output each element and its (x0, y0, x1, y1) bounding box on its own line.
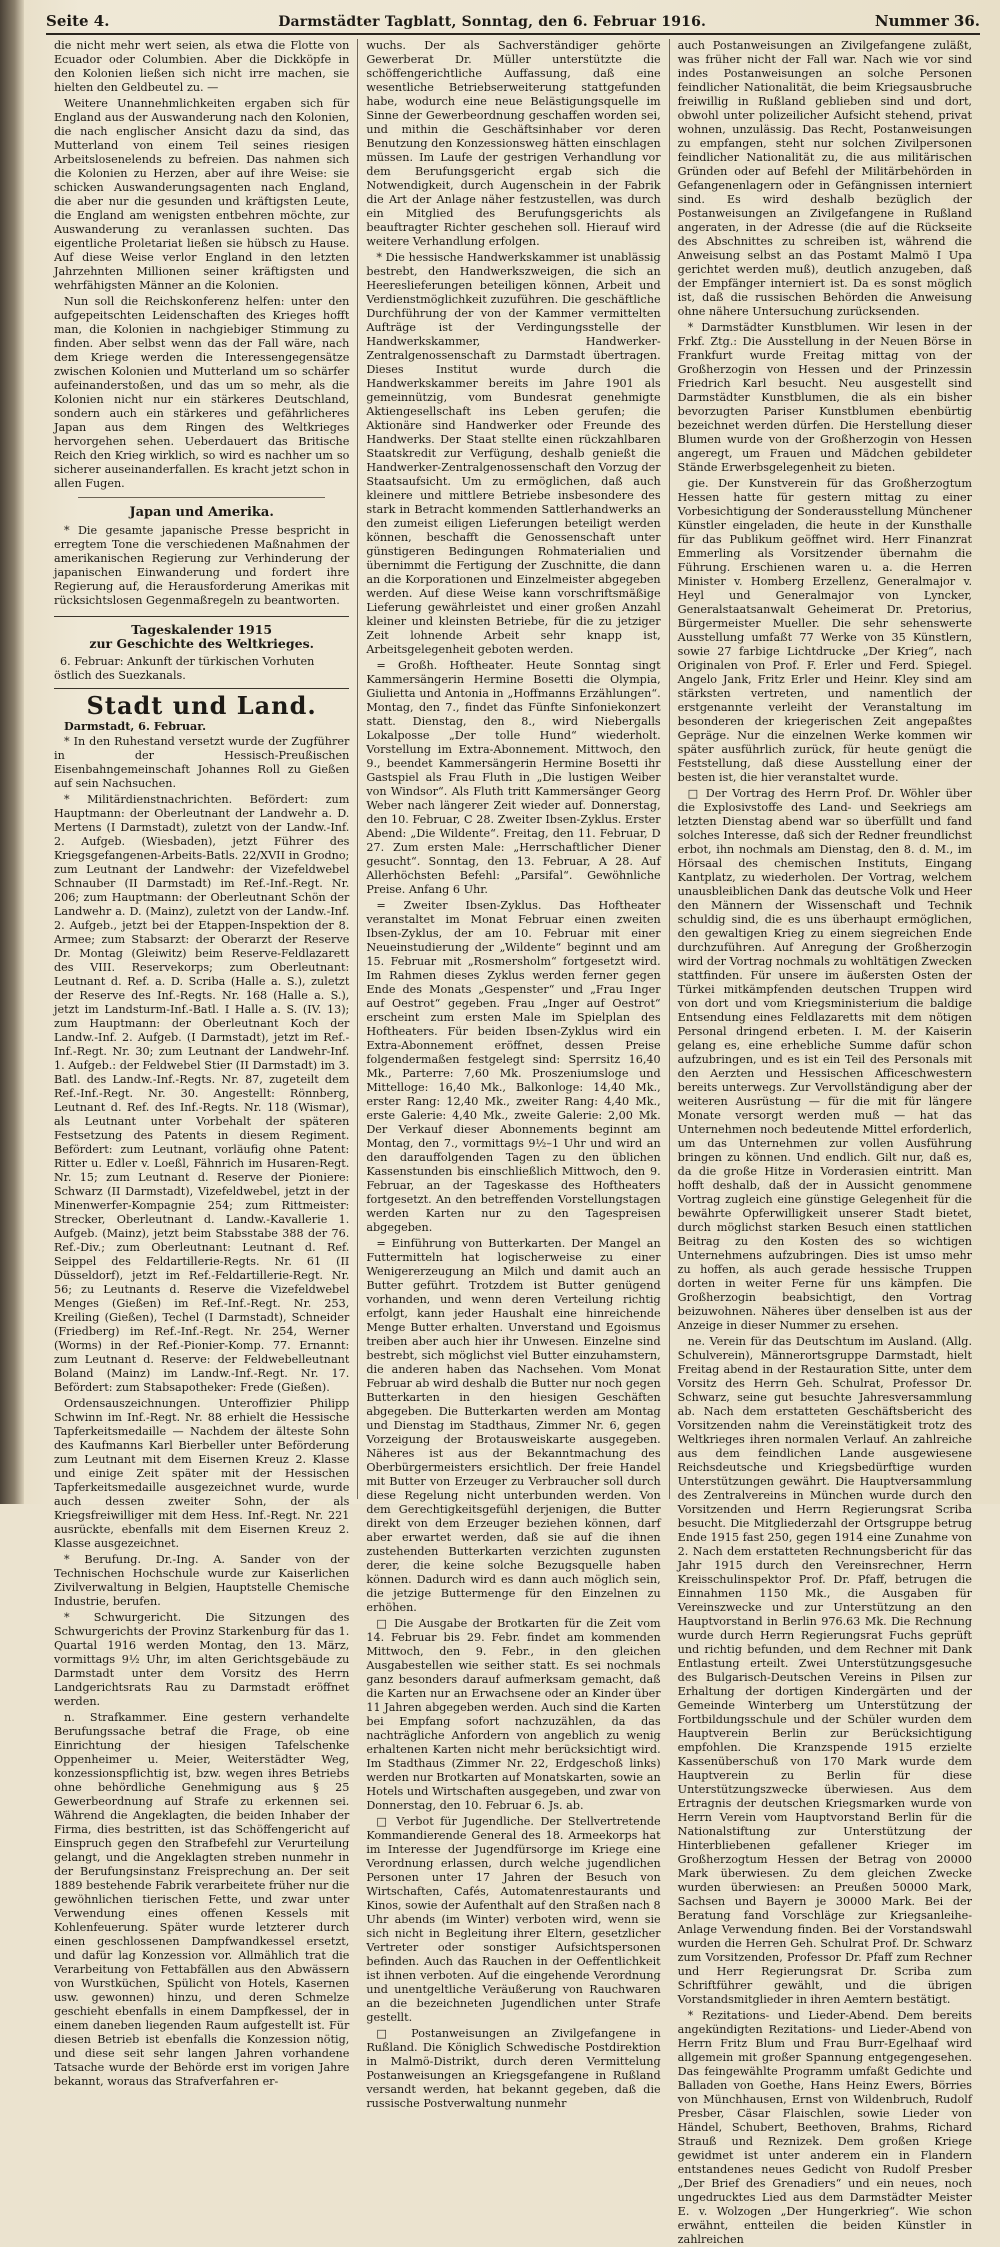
article-text: Nun soll die Reichskonferenz helfen: unter den aufgepeitschten Leidenschaften des Krieges hofft man, die Kolonien in nachgiebiger Stimmung zu finden. Aber selbst wenn das der Fall wäre, nach dem Kriege werden die Interessengegensätze zwischen Kolonien und Mutterland um so schärfer aufeinanderstoßen, und das um so mehr, als die Kolonien nicht nur ein stärkeres Deutschland, sondern auch ein stärkeres und gefährlicheres Japan aus dem Ringen des Weltkrieges hervorgehen sehen. Ueberdauert das Britische Reich den Krieg wirklich, so wird es nachher um so sicherer auseinanderfallen. Es kracht jetzt schon in allen Fugen. (54, 295, 350, 490)
column-3 (669, 39, 980, 2246)
page-header (46, 12, 980, 35)
article-text: n. Strafkammer. Eine gestern verhandelte Berufungssache betraf die Frage, ob eine Einrichtung der hiesigen Tafelschenke Oppenheimer u. Meier, Weiterstädter Weg, konzessionspflichtig ist, bzw. wegen ihres Betriebs ohne behördliche Genehmigung aus § 25 Gewerbeordnung auf Strafe zu erkennen sei. Während die Angeklagten, die beiden Inhaber der Firma, dies bestritten, ist das Schöffengericht auf Einspruch gegen den Strafbefehl zur Verurteilung gelangt, und die Angeklagten streben nunmehr in der Berufungsinstanz Freisprechung an. Der seit 1889 bestehende Fabrik verarbeitete früher nur die gewöhnlichen tierischen Fette, und zwar unter Verwendung eines offenen Kessels mit Kohlenfeuerung. Später wurde letzterer durch einen geschlossenen Dampfwandkessel ersetzt, und dafür lag Konzession vor. Allmählich trat die Verarbeitung von Fettabfällen aus den Abwässern von Wurstküchen, Spülicht von Hotels, Kasernen usw. gewonnen) hinzu, und deren Schmelze geschieht ebenfalls in einem Dampfkessel, der in einem daneben liegenden Raum aufgestellt ist. Für diesen Betrieb ist ebenfalls die Konzession nötig, und diese seit sehr langen Jahren vorhandene Tatsache wurde der Behörde erst im vorigen Jahre bekannt, woraus das Strafverfahren er- (54, 1711, 350, 2088)
article-text: Weitere Unannehmlichkeiten ergaben sich für England aus der Auswanderung nach den Kolonien, die nach englischer Ansicht dazu da sind, das Mutterland von einem Teil seines riesigen Arbeitslosenelends zu befreien. Das nahmen sich die Kolonien zu Herzen, aber auf ihre Weise: sie schicken Auswanderungsagenten nach England, die aber nur die gesunden und kräftigsten Leute, die England am wenigsten entbehren möchte, zur Auswanderung zu veranlassen suchten. Das eigentliche Proletariat ließen sie hübsch zu Hause. Auf diese Weise verlor England in den letzten Jahrzehnten Millionen seiner kräftigsten und wehrfähigsten Männer an die Kolonien. (54, 97, 350, 292)
article-text: auch Postanweisungen an Zivilgefangene zuläßt, was früher nicht der Fall war. Nach wie vor sind indes Postanweisungen an solche Personen feindlicher Nationalität, die beim Kriegsausbruche freiwillig in Rußland geblieben sind und dort, obwohl unter polizeilicher Aufsicht stehend, privat wohnen, unzulässig. Das Recht, Postanweisungen zu empfangen, steht nur solchen Zivilpersonen feindlicher Nationalität zu, die aus militärischen Gründen oder auf Befehl der Militärbehörden in Gefangenenlagern oder in Gefängnissen interniert sind. Es wird deshalb bezüglich der Postanweisungen an Zivilgefangene in Rußland angeraten, in der Adresse (die auf die Rückseite des Abschnittes zu schreiben ist, während die Anweisung selbst an das Postamt Malmö I Upa gerichtet werden muß), deutlich anzugeben, daß der Empfänger interniert ist. Da es sonst möglich ist, daß die russischen Behörden die Anweisung ohne nähere Untersuchung zurücksenden. (677, 39, 972, 318)
article-text: = Zweiter Ibsen-Zyklus. Das Hoftheater veranstaltet im Monat Februar einen zweiten Ibsen-Zyklus, der am 10. Februar mit einer Neueinstudierung der „Wildente“ beginnt und am 15. Februar mit „Rosmersholm“ fortgesetzt wird. Im Rahmen dieses Zyklus werden ferner gegen Ende des Monats „Gespenster“ und „Frau Inger auf Oestrot“ gegeben. Frau „Inger auf Oestrot“ erscheint zum ersten Male im Spielplan des Hoftheaters. Für beiden Ibsen-Zyklus wird ein Extra-Abonnement eröffnet, dessen Preise folgendermaßen festgelegt sind: Sperrsitz 16,40 Mk., Parterre: 7,60 Mk. Proszeniumsloge und Mittelloge: 16,40 Mk., Balkonloge: 14,40 Mk., erster Rang: 12,40 Mk., zweiter Rang: 4,40 Mk., erste Galerie: 4,40 Mk., zweite Galerie: 2,00 Mk. Der Verkauf dieser Abonnements beginnt am Montag, den 7., vormittags 9½–1 Uhr und wird an den darauffolgenden Tagen zu den üblichen Kassenstunden bis einschließlich Mittwoch, den 9. Februar, an der Tageskasse des Hoftheaters fortgesetzt. An den betreffenden Vorstellungstagen werden Karten nur zu den Tagespreisen abgegeben. (366, 899, 661, 1234)
article-text: = Einführung von Butterkarten. Der Mangel an Futtermitteln hat logischerweise zu einer Wenigererzeugung an Milch und damit auch an Butter geführt. Trotzdem ist Butter genügend vorhanden, und wenn deren Verteilung richtig erfolgt, kann jeder Haushalt eine hinreichende Menge Butter erhalten. Unverstand und Egoismus treiben aber auch hier ihr Unwesen. Einzelne sind bestrebt, sich möglichst viel Butter einzuhamstern, die anderen haben das Nachsehen. Vom Monat Februar ab wird deshalb die Butter nur noch gegen Butterkarten in den hiesigen Geschäften abgegeben. Die Butterkarten werden am Montag und Dienstag im Stadthaus, Zimmer Nr. 6, gegen Vorzeigung der Brotausweiskarte ausgegeben. Näheres ist aus der Bekanntmachung des Oberbürgermeisters ersichtlich. Der freie Handel mit Butter von Erzeuger zu Verbraucher soll durch diese Regelung nicht unterbunden werden. Von dem Gerechtigkeitsgefühl derjenigen, die Butter direkt von dem Erzeuger beziehen können, darf aber erwartet werden, daß sie auf die ihnen zustehenden Butterkarten verzichten zugunsten derer, die keine solche Bezugsquelle haben können. Dadurch wird es dann auch möglich sein, die jetzige Buttermenge für den Einzelnen zu erhöhen. (366, 1237, 661, 1614)
article-text: * Schwurgericht. Die Sitzungen des Schwurgerichts der Provinz Starkenburg für das 1. Quartal 1916 werden Montag, den 13. März, vormittags 9½ Uhr, im alten Gerichtsgebäude zu Darmstadt unter dem Vorsitz des Herrn Landgerichtsrats Rau zu Darmstadt eröffnet werden. (54, 1611, 350, 1708)
column-2 (357, 39, 668, 2110)
column-1 (46, 39, 357, 2088)
page-binding-shadow (0, 0, 24, 1504)
calendar-subtitle: zur Geschichte des Weltkrieges. (89, 636, 314, 651)
article-text: * Militärdienstnachrichten. Befördert: zum Hauptmann: der Oberleutnant der Landwehr a. D. Mertens (I Darmstadt), zuletzt von der Landw.-Inf. 2. Aufgeb. (Wiesbaden), jetzt Führer des Kriegsgefangenen-Arbeits-Batls. 22/XVII in Grodno; zum Leutnant der Landwehr: der Vizefeldwebel Schnauber (II Darmstadt) im Ref.-Inf.-Regt. Nr. 206; zum Hauptmann: der Oberleutnant Schön der Landwehr a. D. (Mainz), zuletzt von der Landw.-Inf. 2. Aufgeb., jetzt bei der Etappen-Inspektion der 8. Armee; zum Stabsarzt: der Oberarzt der Reserve Dr. Montag (Gleiwitz) beim Reserve-Feldlazarett des VIII. Reservekorps; zum Oberleutnant: Leutnant d. Ref. a. D. Scriba (Halle a. S.), zuletzt der Reserve des Inf.-Regts. Nr. 168 (Halle a. S.), jetzt im Landsturm-Inf.-Batl. I Halle a. S. (IV. 13); zum Hauptmann: der Oberleutnant Koch der Landw.-Inf. 2. Aufgeb. (I Darmstadt), jetzt im Ref.-Inf.-Regt. Nr. 30; zum Leutnant der Landwehr-Inf. 1. Aufgeb.: der Feldwebel Stier (II Darmstadt) im 3. Batl. des Landw.-Inf.-Regts. Nr. 87, zugeteilt dem Ref.-Inf.-Regt. Nr. 30. Angestellt: Rönnberg, Leutnant d. Ref. des Inf.-Regts. Nr. 118 (Wismar), als Leutnant unter Vorbehalt der späteren Festsetzung des Patents in diesem Regiment. Befördert: zum Leutnant, vorläufig ohne Patent: Ritter u. Edler v. Loeßl, Fähnrich im Husaren-Regt. Nr. 15; zum Leutnant d. Reserve der Pioniere: Schwarz (II Darmstadt), Vizefeldwebel, jetzt in der Minenwerfer-Kompagnie 254; zum Rittmeister: Strecker, Oberleutnant d. Landw.-Kavallerie 1. Aufgeb. (Mainz), jetzt beim Stabsstabe 388 der 76. Ref.-Div.; zum Oberleutnant: Leutnant d. Ref. Seippel des Feldartillerie-Regts. Nr. 61 (II Düsseldorf), jetzt im Ref.-Feldartillerie-Regt. Nr. 56; zu Leutnants d. Reserve die Vizefeldwebel Menges (Gießen) im Ref.-Inf.-Regt. Nr. 253, Kreiling (Gießen), Techel (I Darmstadt), Schneider (Friedberg) im Ref.-Inf.-Regt. Nr. 254, Werner (Worms) in der Ref.-Pionier-Komp. 77. Ernannt: zum Leutnant d. Reserve: der Feldwebelleutnant Boland (Mainz) im Landw.-Inf.-Regt. Nr. 17. Befördert: zum Stabsapotheker: Frede (Gießen). (54, 793, 350, 1394)
article-text: * Berufung. Dr.-Ing. A. Sander von der Technischen Hochschule wurde zur Kaiserlichen Zivilverwaltung in Belgien, Hauptstelle Chemische Industrie, berufen. (54, 1553, 350, 1608)
text-columns (46, 39, 980, 2246)
article-text: * In den Ruhestand versetzt wurde der Zugführer in der Hessisch-Preußischen Eisenbahngemeinschaft Johannes Roll zu Gießen auf sein Nachsuchen. (54, 735, 350, 790)
section-heading-stadt-und-land: Stadt und Land. (86, 691, 317, 720)
article-text: ne. Verein für das Deutschtum im Ausland. (Allg. Schulverein), Männerortsgruppe Darmstadt, hielt Freitag abend in der Restauration Sitte, unter dem Vorsitz des Herrn Geh. Schulrat, Professor Dr. Schwarz, seine gut besuchte Jahresversammlung ab. Nach dem erstatteten Geschäftsbericht des Vorsitzenden nahm die Vereinstätigkeit trotz des Weltkrieges ihren normalen Verlauf. An zahlreiche aus dem feindlichen Lande ausgewiesene Reichsdeutsche und Kriegsbedürftige wurden Unterstützungen gewährt. Die Hauptversammlung des Zentralvereins in München wurde durch den Vorsitzenden und Herrn Regierungsrat Scriba besucht. Die Mitgliederzahl der Ortsgruppe betrug Ende 1915 fast 250, gegen 1914 eine Zunahme von 2. Nach dem erstatteten Rechnungsbericht für das Jahr 1915 durch den Vereinsrechner, Herrn Kreisschulinspektor Prof. Dr. Pfaff, betrugen die Einnahmen 1150 Mk., die Ausgaben für Vereinszwecke und zur Unterstützung an den Hauptvorstand in Berlin 976.63 Mk. Die Rechnung wurde durch Herrn Regierungsrat Fuchs geprüft und richtig befunden, und dem Rechner mit Dank Entlastung erteilt. Zwei Unterstützungsgesuche des Bulgarisch-Deutschen Vereins in Pilsen zur Erhaltung der dortigen Kindergärten und der Gemeinde Winterberg um Unterstützung der Fortbildungsschule und der Schüler wurden dem Hauptverein Berlin zur Berücksichtigung empfohlen. Die Kranzspende 1915 erzielte Kassenüberschuß von 170 Mark wurde dem Hauptverein zu Berlin für diese Unterstützungszwecke überwiesen. Aus dem Ertragnis der deutschen Kriegsmarken wurde von Herrn Verein vom Hauptvorstand Berlin für die Nationalstiftung zur Unterstützung der Hinterbliebenen gefallener Krieger im Großherzogtum Hessen der Betrag von 20000 Mark überwiesen. Zu dem gleichen Zwecke wurden überwiesen: an Preußen 50000 Mark, Sachsen und Bayern je 30000 Mark. Bei der Beratung fand Vorschläge zur Kriegsanleihe-Anlage Verwendung finden. Bei der Vorstandswahl wurden die Herren Geh. Schulrat Prof. Dr. Schwarz zum Vorsitzenden, Professor Dr. Pfaff zum Rechner und Herr Regierungsrat Dr. Scriba zum Schriftführer gewählt, und die übrigen Vorstandsmitglieder in ihren Aemtern bestätigt. (677, 1335, 972, 2006)
article-text: * Darmstädter Kunstblumen. Wir lesen in der Frkf. Ztg.: Die Ausstellung in der Neuen Börse in Frankfurt wurde Freitag mittag von der Großherzogin von Hessen und der Prinzessin Friedrich Karl besucht. Neu ausgestellt sind Darmstädter Kunstblumen, die als ein bisher bevorzugten Pariser Kunstblumen ebenbürtig bezeichnet werden dürfen. Die Herstellung dieser Blumen wurde von der Großherzogin von Hessen angeregt, um Frauen und Mädchen gebildeter Stände Erwerbsgelegenheit zu bieten. (677, 321, 972, 474)
article-text: □ Verbot für Jugendliche. Der Stellvertretende Kommandierende General des 18. Armeekorps hat im Interesse der Jugendfürsorge im Kriege eine Verordnung erlassen, durch welche jugendlichen Personen unter 17 Jahren der Besuch von Wirtschaften, Cafés, Automatenrestaurants und Kinos, sowie der Aufenthalt auf den Straßen nach 8 Uhr abends (im Winter) verboten wird, wenn sie sich nicht in Begleitung ihrer Eltern, gesetzlicher Vertreter oder sonstiger Aufsichtspersonen befinden. Auch das Rauchen in der Oeffentlichkeit ist ihnen verboten. Auf die eingehende Verordnung und unentgeltliche Veräußerung von Rauchwaren an die bezeichneten Jugendlichen unter Strafe gestellt. (366, 1815, 661, 2024)
article-text: □ Die Ausgabe der Brotkarten für die Zeit vom 14. Februar bis 29. Febr. findet am kommenden Mittwoch, den 9. Febr., in den gleichen Ausgabestellen wie seither statt. Es sei nochmals ganz besonders darauf aufmerksam gemacht, daß die Karten nur an Erwachsene oder an Kinder über 11 Jahren abgegeben werden. Auch sind die Karten bei Empfang sofort nachzuzählen, da das nachträgliche Anfordern von angeblich zu wenig erhaltenen Karten nicht mehr berücksichtigt wird. Im Stadthaus (Zimmer Nr. 22, Erdgeschoß links) werden nur Brotkarten auf Monatskarten, sowie an Hotels und Wirtschaften ausgegeben, und zwar von Donnerstag, den 10. Februar 6. Js. ab. (366, 1617, 661, 1812)
article-text: Ordensauszeichnungen. Unteroffizier Philipp Schwinn im Inf.-Regt. Nr. 88 erhielt die Hessische Tapferkeitsmedaille — Nachdem der älteste Sohn des Kaufmanns Karl Bierbeller unter Beförderung zum Leutnant mit dem Eisernen Kreuz 2. Klasse und einige Zeit später mit der Hessischen Tapferkeitsmedaille ausgezeichnet wurde, wurde auch dessen zweiter Sohn, der als Kriegsfreiwilliger mit dem Hess. Inf.-Regt. Nr. 221 ausrückte, ebenfalls mit dem Eisernen Kreuz 2. Klasse ausgezeichnet. (54, 1397, 350, 1550)
page-number: Seite 4. (46, 12, 110, 30)
article-text: wuchs. Der als Sachverständiger gehörte Gewerberat Dr. Müller unterstützte die schöffengerichtliche Auffassung, daß eine wesentliche Betriebserweiterung stattgefunden habe, wodurch eine neue Belästigungsquelle im Sinne der Gewerbeordnung geschaffen worden sei, und mithin die Geschäftsinhaber vor deren Benutzung den Konzessionsweg hätten einschlagen müssen. Im Laufe der gestrigen Verhandlung vor dem Berufungsgericht ergab sich die Notwendigkeit, durch Augenschein in der Fabrik die Art der Anlage näher festzustellen, was durch ein Mitglied des Berufungsgerichts als beauftragter Richter geschehen soll. Hierauf wird weitere Verhandlung erfolgen. (366, 39, 661, 248)
section-heading-japan: Japan und Amerika. (129, 505, 274, 520)
article-text: □ Der Vortrag des Herrn Prof. Dr. Wöhler über die Explosivstoffe des Land- und Seekriegs am letzten Dienstag abend war so überfüllt und fand solches Interesse, daß sich der Redner freundlichst erbot, ihn nochmals am Dienstag, den 8. d. M., im Hörsaal des chemischen Instituts, Eingang Kantplatz, zu wiederholen. Der Vortrag, welchem unausbleiblichen Dank das deutsche Volk und Heer den Männern der Wissenschaft und Technik schuldig sind, die es uns überhaupt ermöglichen, den gewaltigen Krieg zu einem siegreichen Ende durchzuführen. Auf Anregung der Großherzogin wird der Vortrag nochmals zu wohltätigen Zwecken stattfinden. Für unsere im äußersten Osten der Türkei mitkämpfenden deutschen Truppen wird von dort und vom Kriegsministerium die baldige Entsendung eines Feldlazaretts mit dem nötigen Personal dringend erbeten. I. M. der Kaiserin gelang es, eine erhebliche Summe dafür schon aufzubringen, und es ist ein Teil des Personals mit den Aerzten und Hessischen Afficeschwestern bereits unterwegs. Zur Vervollständigung aber der weiteren Ausrüstung — für die mit für längere Monate versorgt werden muß — hat das Unternehmen noch bedeutende Mittel erforderlich, um das Unternehmen zur vollen Ausführung bringen zu können. Und endlich. Gilt nur, daß es, da die große Hitze in Vorderasien eintritt. Man hofft deshalb, daß der in Aussicht genommene Vortrag zugleich eine günstige Gelegenheit für die bewährte Opferwilligkeit unserer Stadt bietet, durch möglichst starken Besuch einen stattlichen Beitrag zu den Kosten des so wichtigen Unternehmens aufzubringen. Dies ist umso mehr zu hoffen, als auch gerade hessische Truppen dorten in weiter Ferne für uns kämpfen. Die Großherzogin beabsichtigt, den Vortrag beizuwohnen. Näheres über denselben ist aus der Anzeige in dieser Nummer zu ersehen. (677, 787, 972, 1332)
article-text: * Die hessische Handwerkskammer ist unablässig bestrebt, den Handwerkszweigen, die sich an Heereslieferungen beteiligen können, Arbeit und Verdienstmöglichkeit zuzuführen. Die geschäftliche Durchführung der von der Kammer vermittelten Aufträge ist der Verdingungsstelle der Handwerkskammer, Handwerker-Zentralgenossenschaft zu Darmstadt übertragen. Dieses Institut wurde durch die Handwerkskammer bereits im Jahre 1901 als gemeinnützig, vom Bundesrat genehmigte Aktiengesellschaft ins Leben gerufen; die Aktionäre sind Handwerker oder Freunde des Handwerks. Der Staat stellte einen rückzahlbaren Staatskredit zur Verfügung, deshalb genießt die Handwerker-Zentralgenossenschaft den Vorzug der Staatsaufsicht. Um zu ermöglichen, daß auch kleinere und mittlere Betriebe insbesondere des stark in Betracht kommenden Sattlerhandwerks an den zumeist eiligen Lieferungen beteiligt werden können, beschafft die Genossenschaft unter günstigeren Bedingungen Rohmaterialien und übernimmt die Fertigung der Zuschnitte, die dann an die Korporationen und Einzelmeister abgegeben werden. Auf diese Weise kann vorschriftsmäßige Lieferung gewährleistet und einer großen Anzahl kleiner und kleinsten Betriebe, für die zu jetziger Zeit lohnende Arbeit sehr knapp ist, Arbeitsgelegenheit geboten werden. (366, 251, 661, 656)
calendar-entry: 6. Februar: Ankunft der türkischen Vorhuten östlich des Suezkanals. (54, 655, 315, 682)
article-text: gie. Der Kunstverein für das Großherzogtum Hessen hatte für gestern mittag zu einer Vorbesichtigung der Sonderausstellung Münchener Künstler eingeladen, die heute in der Kunsthalle für das Publikum geöffnet wird. Herr Finanzrat Emmerling als Vorsitzender übernahm die Führung. Erschienen waren u. a. die Herren Minister v. Homberg Erzellenz, Generalmajor v. Heyl und Generalmajor von Lyncker, Generalstaatsanwalt Geheimerat Dr. Pretorius, Bürgermeister Mueller. Die sehr sehenswerte Ausstellung umfaßt 77 Werke von 35 Künstlern, sowie 27 farbige Lichtdrucke „Der Krieg“, nach Originalen von Prof. F. Erler und Ferd. Spiegel. Angelo Jank, Fritz Erler und Heinr. Kley sind am stärksten vertreten, und namentlich der erstgenannte verleiht der Veranstaltung im besonderen der kriegerischen Zeit angepaßtes Gepräge. Nur die einzelnen Werke kommen wir später ausführlich zurück, für heute genügt die Feststellung, daß diese Ausstellung einer der besten ist, die hier veranstaltet wurde. (677, 477, 972, 784)
calendar-title: Tageskalender 1915 (131, 622, 273, 637)
article-text: * Die gesamte japanische Presse bespricht in erregtem Tone die verschiedenen Maßnahmen der amerikanischen Regierung zur Verhinderung der japanischen Einwanderung und fordert ihre Regierung auf, die Herausforderung Amerikas mit rücksichtslosen Gegenmaßregeln zu beantworten. (54, 524, 350, 607)
daily-calendar-box (54, 616, 349, 689)
masthead-title: Darmstädter Tagblatt, Sonntag, den 6. Februar 1916. (278, 14, 707, 30)
article-text: die nicht mehr wert seien, als etwa die Flotte von Ecuador oder Columbien. Aber die Dickköpfe in den Kolonien ließen sich nicht irre machen, sie hielten den Geldbeutel zu. — (54, 39, 350, 94)
dateline: Darmstadt, 6. Februar. (64, 719, 207, 733)
divider (78, 497, 325, 498)
article-text: * Rezitations- und Lieder-Abend. Dem bereits angekündigten Rezitations- und Lieder-Abend von Herrn Fritz Blum und Frau Burr-Egelhaaf wird allgemein mit großer Spannung entgegengesehen. Das feingewählte Programm umfaßt Gedichte und Balladen von Goethe, Hans Heinz Ewers, Börries von Münchhausen, Ernst von Wildenbruch, Rudolf Presber, Cäsar Flaischlen, sowie Lieder von Händel, Schubert, Beethoven, Brahms, Richard Strauß und Reznizek. Dem großen Kriege gewidmet ist unter anderem ein in Flandern entstandenes neues Gedicht von Rudolf Presber „Der Brief des Grenadiers“ und ein neues, noch ungedrucktes Lied aus dem Darmstädter Meister E. v. Wolzogen „Der Hungerkrieg“. Wie schon erwähnt, entteilen die beiden Künstler in zahlreichen (677, 2009, 972, 2246)
article-text: □ Postanweisungen an Zivilgefangene in Rußland. Die Königlich Schwedische Postdirektion in Malmö-Distrikt, durch deren Vermittelung Postanweisungen an Kriegsgefangene in Rußland versandt werden, hat bekannt gegeben, daß die russische Postverwaltung nunmehr (366, 2027, 661, 2110)
article-text: = Großh. Hoftheater. Heute Sonntag singt Kammersängerin Hermine Bosetti die Olympia, Giulietta und Antonia in „Hoffmanns Erzählungen“. Montag, den 7., findet das Fünfte Sinfoniekonzert statt. Dienstag, den 8., wird Niebergalls Lokalposse „Der tolle Hund“ wiederholt. Vorstellung im Extra-Abonnement. Mittwoch, den 9., beendet Kammersängerin Hermine Bosetti ihr Gastspiel als Frau Fluth in „Die lustigen Weiber von Windsor“. Als Fluth tritt Kammersänger Georg Weber nach längerer Zeit wieder auf. Donnerstag, den 10. Februar, C 28. Zweiter Ibsen-Zyklus. Erster Abend: „Die Wildente“. Freitag, den 11. Februar, D 27. Zum ersten Male: „Herrschaftlicher Diener gesucht“. Sonntag, den 13. Februar, A 28. Auf Allerhöchsten Befehl: „Parsifal“. Gewöhnliche Preise. Anfang 6 Uhr. (366, 659, 661, 896)
issue-number: Nummer 36. (874, 12, 980, 30)
